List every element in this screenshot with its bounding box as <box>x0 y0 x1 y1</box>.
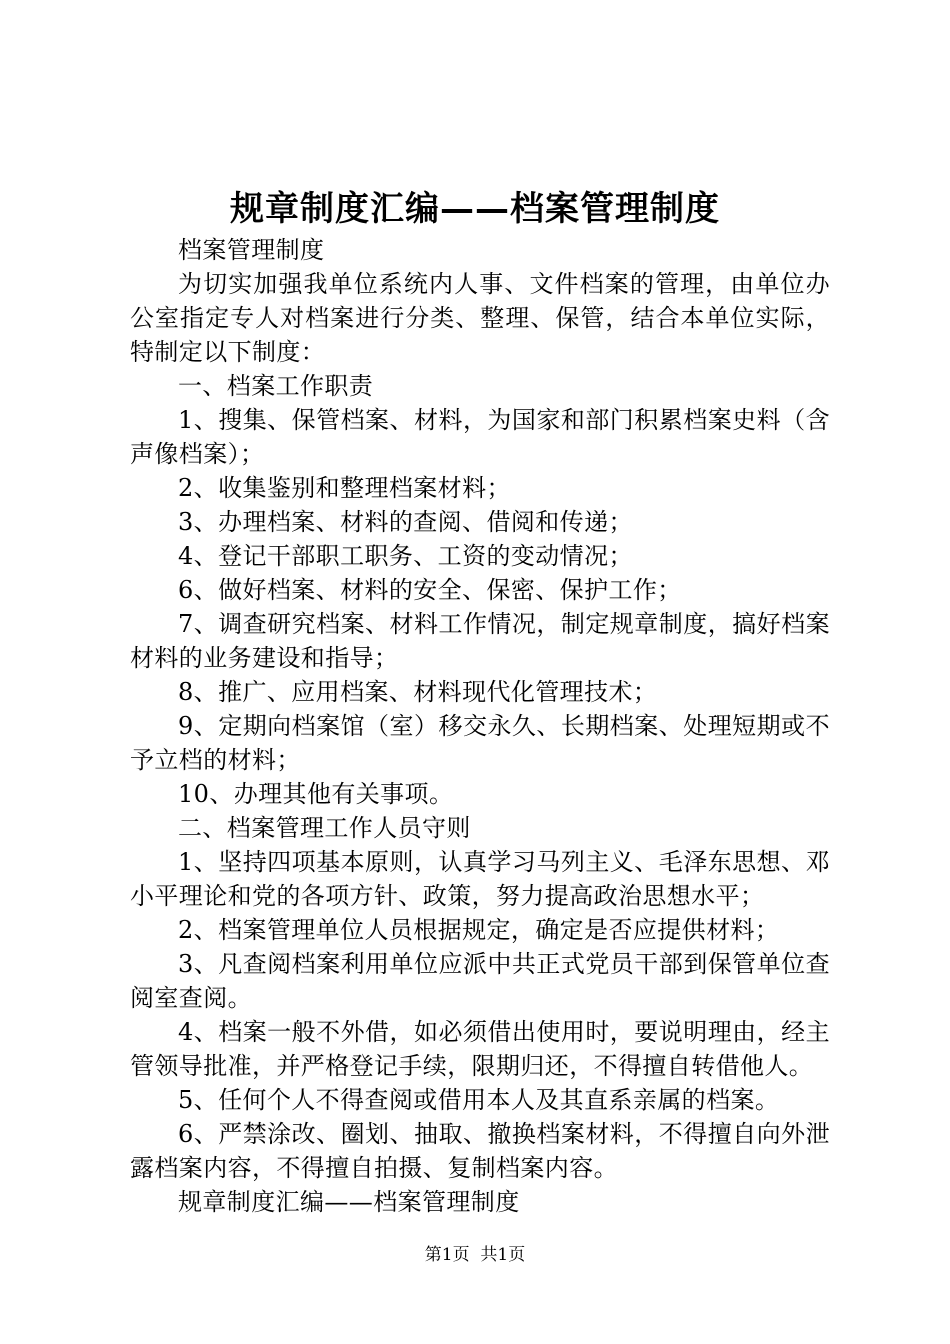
document-body <box>130 233 830 1219</box>
list-item: 4、登记干部职工职务、工资的变动情况； <box>178 542 633 570</box>
list-item: 10、办理其他有关事项。 <box>178 780 454 808</box>
closing-line: 规章制度汇编——档案管理制度 <box>178 1188 520 1216</box>
list-item: 7、调查研究档案、材料工作情况，制定规章制度，搞好档案材料的业务建设和指导； <box>130 610 830 672</box>
document-title: 规章制度汇编——档案管理制度 <box>230 189 720 229</box>
list-item: 3、凡查阅档案利用单位应派中共正式党员干部到保管单位查阅室查阅。 <box>130 950 830 1012</box>
section-heading: 二、档案管理工作人员守则 <box>178 814 471 842</box>
list-item: 1、坚持四项基本原则，认真学习马列主义、毛泽东思想、邓小平理论和党的各项方针、政策，努力提高政治思想水平； <box>130 848 830 910</box>
list-item: 8、推广、应用档案、材料现代化管理技术； <box>178 678 658 706</box>
list-item: 9、定期向档案馆（室）移交永久、长期档案、处理短期或不予立档的材料； <box>130 712 830 774</box>
list-item: 4、档案一般不外借，如必须借出使用时，要说明理由，经主管领导批准，并严格登记手续，限期归还，不得擅自转借他人。 <box>130 1018 830 1080</box>
list-item: 6、做好档案、材料的安全、保密、保护工作； <box>178 576 682 604</box>
list-item: 3、办理档案、材料的查阅、借阅和传递； <box>178 508 633 536</box>
list-item: 6、严禁涂改、圈划、抽取、撤换档案材料，不得擅自向外泄露档案内容，不得擅自拍摄、复制档案内容。 <box>130 1120 830 1182</box>
list-item: 2、档案管理单位人员根据规定，确定是否应提供材料； <box>178 916 780 944</box>
section-heading: 一、档案工作职责 <box>178 372 374 400</box>
page-footer: 第1页 共1页 <box>424 1245 526 1265</box>
list-item: 1、搜集、保管档案、材料，为国家和部门积累档案史料（含声像档案）； <box>130 406 830 468</box>
list-item: 5、任何个人不得查阅或借用本人及其直系亲属的档案。 <box>178 1086 780 1114</box>
paragraph: 档案管理制度 <box>178 236 325 264</box>
paragraph: 为切实加强我单位系统内人事、文件档案的管理，由单位办公室指定专人对档案进行分类、整理、保管，结合本单位实际，特制定以下制度： <box>130 270 830 366</box>
list-item: 2、收集鉴别和整理档案材料； <box>178 474 511 502</box>
